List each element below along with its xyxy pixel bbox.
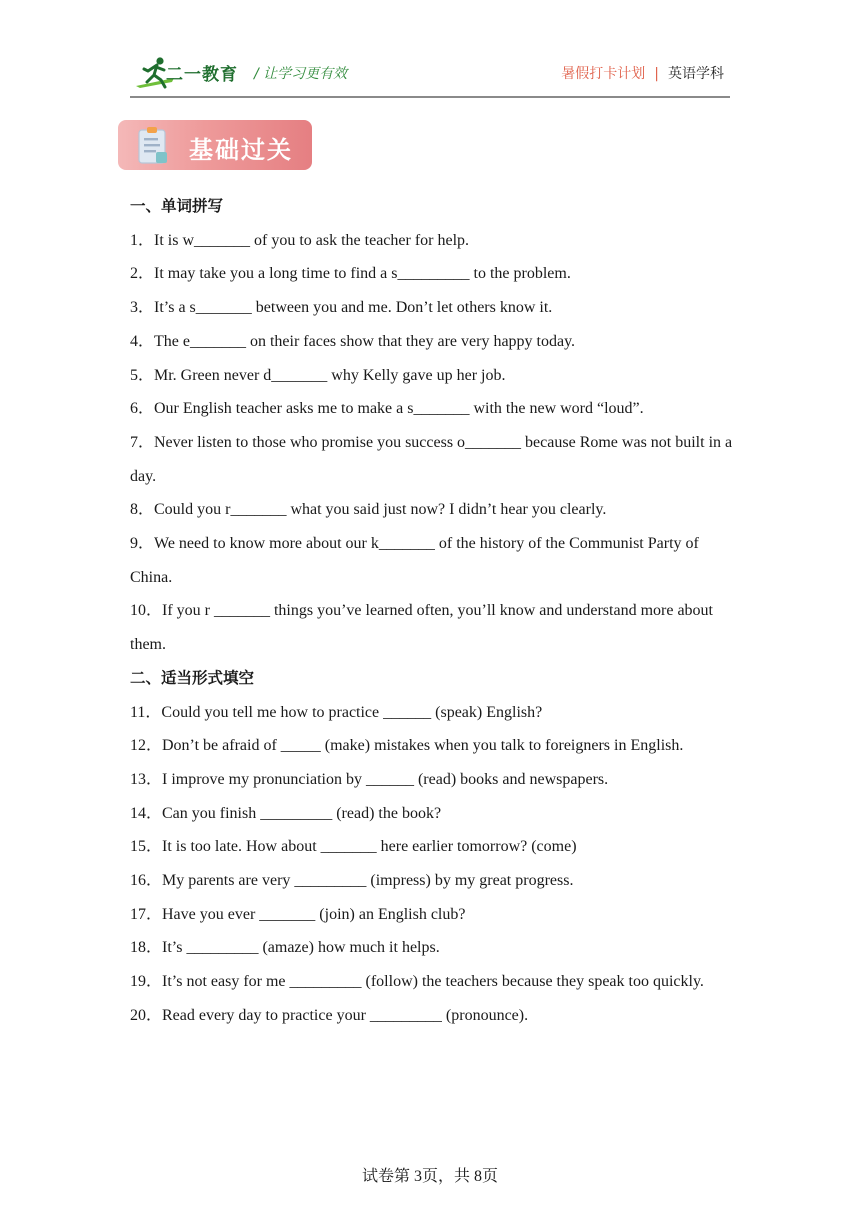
question-item: 7．Never listen to those who promise you success o_______ because Rome was not built in a day. (130, 433, 733, 485)
question-item: 19．It’s not easy for me _________ (follow) the teachers because they speak too quickly. (130, 973, 704, 991)
page-header (130, 52, 730, 96)
header-divider (130, 96, 730, 98)
question-item: 6．Our English teacher asks me to make a s_______ with the new word “loud”. (130, 400, 644, 418)
header-separator: | (654, 66, 659, 82)
question-item: 9．We need to know more about our k_______ of the history of the Communist Party of China. (130, 535, 699, 586)
plan-label: 暑假打卡计划 (561, 66, 646, 82)
page-footer: 试卷第 3页，共 8页 (361, 1168, 498, 1185)
question-item: 2．It may take you a long time to find a s_________ to the problem. (130, 265, 571, 283)
question-item: 15．It is too late. How about _______ here earlier tomorrow? (come) (130, 838, 577, 856)
banner-title: 基础过关 (189, 136, 293, 164)
question-item: 20．Read every day to practice your _________ (pronounce). (130, 1006, 529, 1024)
subject-label: 英语学科 (668, 66, 724, 82)
question-item: 12．Don’t be afraid of _____ (make) mistakes when you talk to foreigners in English. (130, 737, 684, 755)
logo-text: 二一教育 (166, 65, 238, 85)
section-title-spelling: 一、单词拼写 (130, 197, 224, 215)
question-item: 4．The e_______ on their faces show that they are very happy today. (130, 332, 576, 350)
question-item: 16．My parents are very _________ (impress) by my great progress. (130, 872, 574, 890)
question-item: 8．Could you r_______ what you said just now? I didn’t hear you clearly. (130, 501, 607, 519)
question-item: 13．I improve my pronunciation by ______ (read) books and newspapers. (130, 770, 609, 788)
question-item: 18．It’s _________ (amaze) how much it helps. (130, 939, 440, 957)
question-item: 17．Have you ever _______ (join) an English club? (130, 905, 466, 923)
exercise-content (130, 190, 734, 1033)
section-title-forms: 二、适当形式填空 (130, 668, 255, 687)
question-item: 14．Can you finish _________ (read) the book? (130, 804, 442, 822)
section-banner (118, 120, 312, 170)
question-item: 11．Could you tell me how to practice ______ (speak) English? (130, 703, 543, 721)
clipboard-icon (136, 126, 170, 166)
slogan: / 让学习更有效 (254, 66, 348, 82)
question-item: 1．It is w_______ of you to ask the teacher for help. (130, 231, 470, 249)
question-item: 5．Mr. Green never d_______ why Kelly gave up her job. (130, 366, 506, 384)
question-item: 10．If you r _______ things you’ve learned often, you’ll know and understand more about them. (130, 602, 713, 654)
question-item: 3．It’s a s_______ between you and me. Don’t let others know it. (130, 299, 553, 317)
header-right (561, 63, 724, 83)
